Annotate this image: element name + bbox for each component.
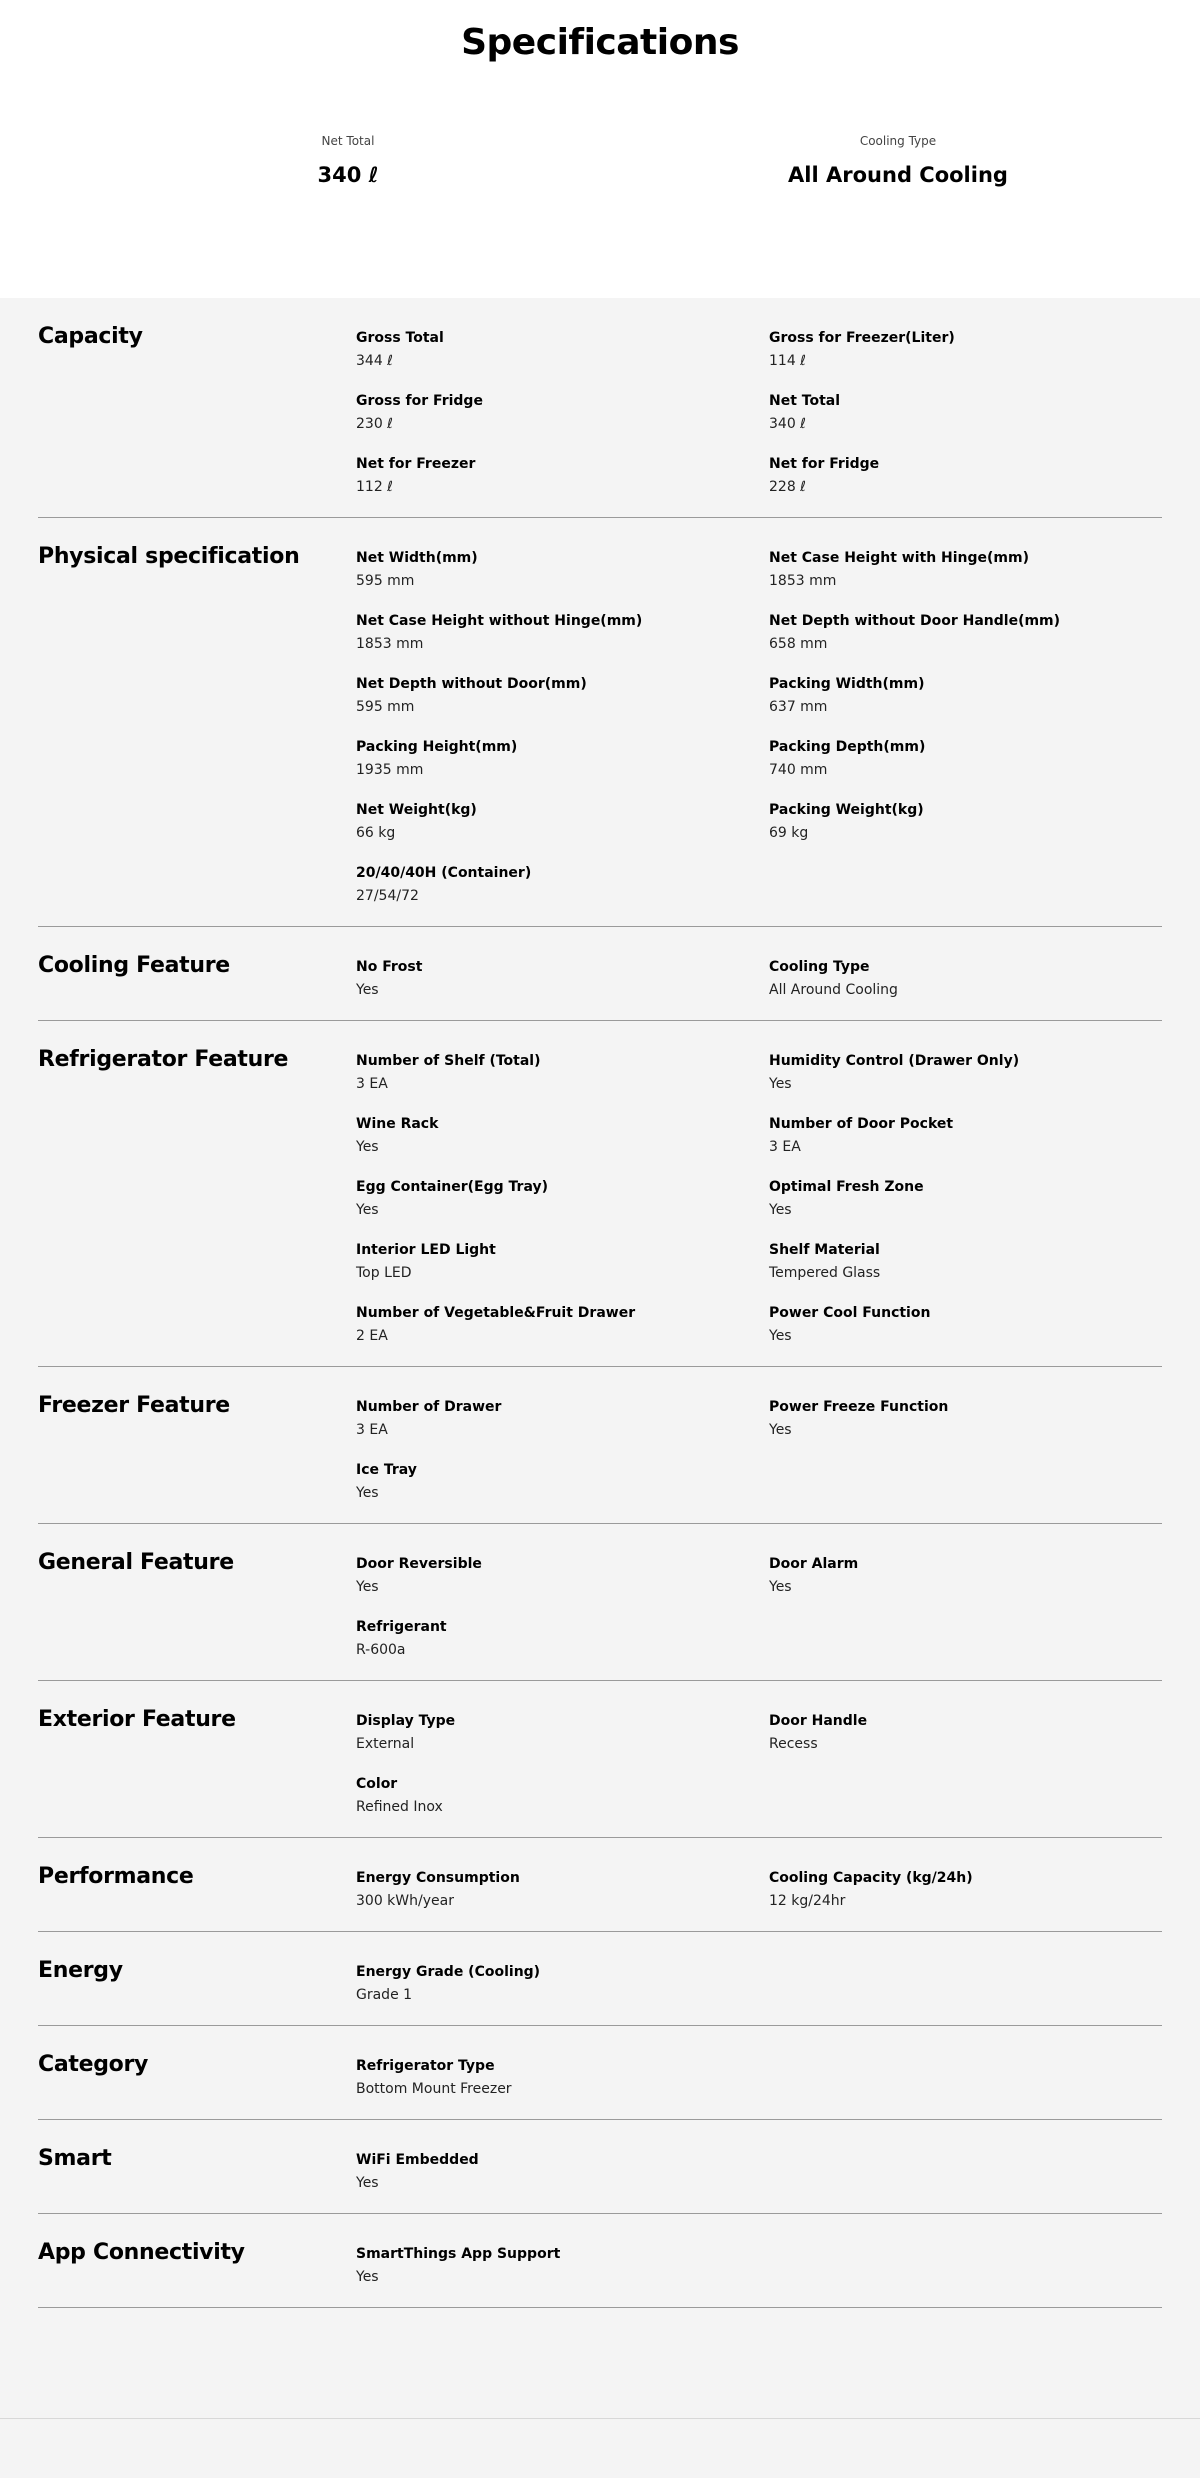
highlight-value: All Around Cooling xyxy=(788,163,1008,187)
spec-name: Number of Door Pocket xyxy=(769,1116,954,1132)
spec-value: Yes xyxy=(769,1422,792,1438)
section-title: Category xyxy=(38,2052,149,2077)
spec-value: Yes xyxy=(356,1579,379,1595)
spec-value: 27/54/72 xyxy=(356,888,419,904)
spec-name: WiFi Embedded xyxy=(356,2152,479,2168)
spec-item xyxy=(769,800,1169,863)
spec-name: Gross Total xyxy=(356,330,444,346)
spec-item xyxy=(769,1303,1169,1366)
spec-value: 344 ℓ xyxy=(356,353,393,369)
divider xyxy=(0,2418,1200,2419)
spec-grid xyxy=(356,1962,1162,2025)
spec-name: Packing Weight(kg) xyxy=(769,802,924,818)
specs-list xyxy=(0,298,1200,2308)
spec-value: 1853 mm xyxy=(769,573,837,589)
spec-name: Gross for Freezer(Liter) xyxy=(769,330,955,346)
section-title: Capacity xyxy=(38,324,143,349)
spec-item xyxy=(769,1868,1169,1931)
spec-value: 740 mm xyxy=(769,762,828,778)
section-title: Refrigerator Feature xyxy=(38,1047,289,1072)
spec-item xyxy=(356,1554,769,1617)
spec-value: 300 kWh/year xyxy=(356,1893,454,1909)
spec-value: 1853 mm xyxy=(356,636,424,652)
spec-name: Wine Rack xyxy=(356,1116,439,1132)
spec-section xyxy=(38,1367,1162,1524)
spec-item xyxy=(769,611,1169,674)
spec-item xyxy=(356,1711,769,1774)
spec-value: All Around Cooling xyxy=(769,982,898,998)
spec-item xyxy=(356,328,769,391)
spec-name: Power Cool Function xyxy=(769,1305,931,1321)
section-title: Exterior Feature xyxy=(38,1707,236,1732)
spec-item xyxy=(356,1114,769,1177)
spec-name: Net Total xyxy=(769,393,841,409)
spec-name: Refrigerator Type xyxy=(356,2058,495,2074)
spec-value: Yes xyxy=(356,1202,379,1218)
spec-item xyxy=(356,2150,769,2213)
spec-name: Net Width(mm) xyxy=(356,550,478,566)
spec-grid xyxy=(356,328,1162,517)
spec-item xyxy=(769,328,1169,391)
spec-grid xyxy=(356,548,1162,926)
spec-item xyxy=(356,1460,769,1523)
spec-item xyxy=(356,2244,769,2307)
spec-section xyxy=(38,1681,1162,1838)
spec-value: External xyxy=(356,1736,415,1752)
spec-name: Packing Height(mm) xyxy=(356,739,518,755)
spec-grid xyxy=(356,2244,1162,2307)
spec-name: Door Reversible xyxy=(356,1556,482,1572)
spec-item xyxy=(769,674,1169,737)
page-title: Specifications xyxy=(461,22,739,63)
spec-item xyxy=(769,957,1169,1020)
section-title: App Connectivity xyxy=(38,2240,245,2265)
spec-name: 20/40/40H (Container) xyxy=(356,865,532,881)
spec-value: 658 mm xyxy=(769,636,828,652)
spec-name: Ice Tray xyxy=(356,1462,417,1478)
spec-name: SmartThings App Support xyxy=(356,2246,561,2262)
spec-section xyxy=(38,1524,1162,1681)
spec-value: 69 kg xyxy=(769,825,809,841)
highlight-value: 340 ℓ xyxy=(317,163,379,187)
spec-value: 12 kg/24hr xyxy=(769,1893,846,1909)
spec-value: 340 ℓ xyxy=(769,416,806,432)
spec-value: Yes xyxy=(356,982,379,998)
spec-name: Humidity Control (Drawer Only) xyxy=(769,1053,1020,1069)
spec-section xyxy=(38,298,1162,518)
section-title: Freezer Feature xyxy=(38,1393,230,1418)
highlight-label: Cooling Type xyxy=(859,134,937,148)
spec-item xyxy=(356,611,769,674)
spec-name: Number of Shelf (Total) xyxy=(356,1053,541,1069)
spec-item xyxy=(769,737,1169,800)
spec-grid xyxy=(356,2056,1162,2119)
spec-value: Grade 1 xyxy=(356,1987,413,2003)
spec-value: 230 ℓ xyxy=(356,416,393,432)
spec-name: Optimal Fresh Zone xyxy=(769,1179,924,1195)
spec-item xyxy=(356,800,769,863)
spec-name: Net Case Height with Hinge(mm) xyxy=(769,550,1030,566)
spec-name: Net Depth without Door Handle(mm) xyxy=(769,613,1061,629)
section-title: Smart xyxy=(38,2146,112,2171)
spec-name: Door Alarm xyxy=(769,1556,859,1572)
spec-value: R-600a xyxy=(356,1642,406,1658)
spec-value: Bottom Mount Freezer xyxy=(356,2081,512,2097)
spec-item xyxy=(769,548,1169,611)
spec-value: 637 mm xyxy=(769,699,828,715)
spec-section xyxy=(38,1021,1162,1367)
spec-value: 595 mm xyxy=(356,699,415,715)
spec-item xyxy=(356,957,769,1020)
spec-section xyxy=(38,1838,1162,1932)
spec-grid xyxy=(356,2150,1162,2213)
spec-name: Gross for Fridge xyxy=(356,393,483,409)
spec-section xyxy=(38,1932,1162,2026)
spec-value: Yes xyxy=(769,1328,792,1344)
spec-grid xyxy=(356,1397,1162,1523)
spec-item xyxy=(356,1774,769,1837)
section-title: Cooling Feature xyxy=(38,953,230,978)
spec-name: Net Depth without Door(mm) xyxy=(356,676,587,692)
spec-item xyxy=(769,1554,1169,1617)
section-title: General Feature xyxy=(38,1550,234,1575)
spec-item xyxy=(356,1051,769,1114)
spec-section xyxy=(38,927,1162,1021)
spec-value: Yes xyxy=(769,1579,792,1595)
spec-name: Cooling Capacity (kg/24h) xyxy=(769,1870,973,1886)
spec-grid xyxy=(356,1051,1162,1366)
spec-value: Yes xyxy=(356,2175,379,2191)
spec-value: 2 EA xyxy=(356,1328,388,1344)
spec-value: 3 EA xyxy=(769,1139,801,1155)
spec-item xyxy=(356,1617,769,1680)
section-title: Physical specification xyxy=(38,544,300,569)
specifications-header xyxy=(0,0,1200,298)
spec-grid xyxy=(356,1554,1162,1680)
spec-grid xyxy=(356,957,1162,1020)
spec-item xyxy=(769,1177,1169,1240)
spec-name: Door Handle xyxy=(769,1713,868,1729)
spec-item xyxy=(356,1177,769,1240)
spec-item xyxy=(769,391,1169,454)
spec-item xyxy=(356,454,769,517)
spec-name: Net Weight(kg) xyxy=(356,802,477,818)
spec-value: 3 EA xyxy=(356,1422,388,1438)
spec-value: 112 ℓ xyxy=(356,479,393,495)
spec-name: Net Case Height without Hinge(mm) xyxy=(356,613,643,629)
highlight-net-total xyxy=(148,134,548,187)
spec-value: Top LED xyxy=(356,1265,412,1281)
spec-item xyxy=(769,1711,1169,1774)
spec-name: Power Freeze Function xyxy=(769,1399,949,1415)
spec-value: 114 ℓ xyxy=(769,353,806,369)
spec-value: Yes xyxy=(356,1485,379,1501)
spec-name: Refrigerant xyxy=(356,1619,447,1635)
spec-item xyxy=(356,1397,769,1460)
spec-name: Packing Width(mm) xyxy=(769,676,925,692)
spec-item xyxy=(356,548,769,611)
spec-value: 3 EA xyxy=(356,1076,388,1092)
spec-section xyxy=(38,518,1162,927)
spec-name: Net for Freezer xyxy=(356,456,476,472)
spec-value: 228 ℓ xyxy=(769,479,806,495)
spec-item xyxy=(769,1051,1169,1114)
spec-value: Refined Inox xyxy=(356,1799,443,1815)
highlight-cooling-type xyxy=(698,134,1098,187)
spec-item xyxy=(769,454,1169,517)
spec-item xyxy=(356,1868,769,1931)
spec-item xyxy=(356,1303,769,1366)
spec-item xyxy=(356,1962,769,2025)
spec-value: 595 mm xyxy=(356,573,415,589)
spec-name: Egg Container(Egg Tray) xyxy=(356,1179,548,1195)
spec-item xyxy=(356,737,769,800)
spec-value: Yes xyxy=(769,1076,792,1092)
spec-name: Cooling Type xyxy=(769,959,870,975)
section-title: Performance xyxy=(38,1864,194,1889)
spec-name: Number of Vegetable&Fruit Drawer xyxy=(356,1305,636,1321)
spec-name: Packing Depth(mm) xyxy=(769,739,926,755)
spec-value: Yes xyxy=(769,1202,792,1218)
spec-item xyxy=(769,1240,1169,1303)
spec-item xyxy=(356,863,769,926)
spec-value: 1935 mm xyxy=(356,762,424,778)
spec-value: Recess xyxy=(769,1736,818,1752)
spec-item xyxy=(769,1114,1169,1177)
spec-value: Yes xyxy=(356,1139,379,1155)
spec-item xyxy=(356,391,769,454)
spec-section xyxy=(38,2120,1162,2214)
spec-name: Energy Grade (Cooling) xyxy=(356,1964,541,1980)
spec-name: Net for Fridge xyxy=(769,456,880,472)
spec-name: Color xyxy=(356,1776,398,1792)
spec-item xyxy=(356,2056,769,2119)
spec-name: Number of Drawer xyxy=(356,1399,502,1415)
spec-name: Interior LED Light xyxy=(356,1242,496,1258)
spec-grid xyxy=(356,1868,1162,1931)
spec-value: 66 kg xyxy=(356,825,396,841)
spec-value: Yes xyxy=(356,2269,379,2285)
spec-value: Tempered Glass xyxy=(769,1265,881,1281)
spec-name: Display Type xyxy=(356,1713,456,1729)
section-title: Energy xyxy=(38,1958,123,1983)
spec-grid xyxy=(356,1711,1162,1837)
spec-name: No Frost xyxy=(356,959,423,975)
spec-section xyxy=(38,2214,1162,2308)
highlight-label: Net Total xyxy=(321,134,375,148)
spec-name: Shelf Material xyxy=(769,1242,880,1258)
spec-section xyxy=(38,2026,1162,2120)
spec-item xyxy=(356,674,769,737)
spec-name: Energy Consumption xyxy=(356,1870,520,1886)
spec-item xyxy=(356,1240,769,1303)
spec-item xyxy=(769,1397,1169,1460)
